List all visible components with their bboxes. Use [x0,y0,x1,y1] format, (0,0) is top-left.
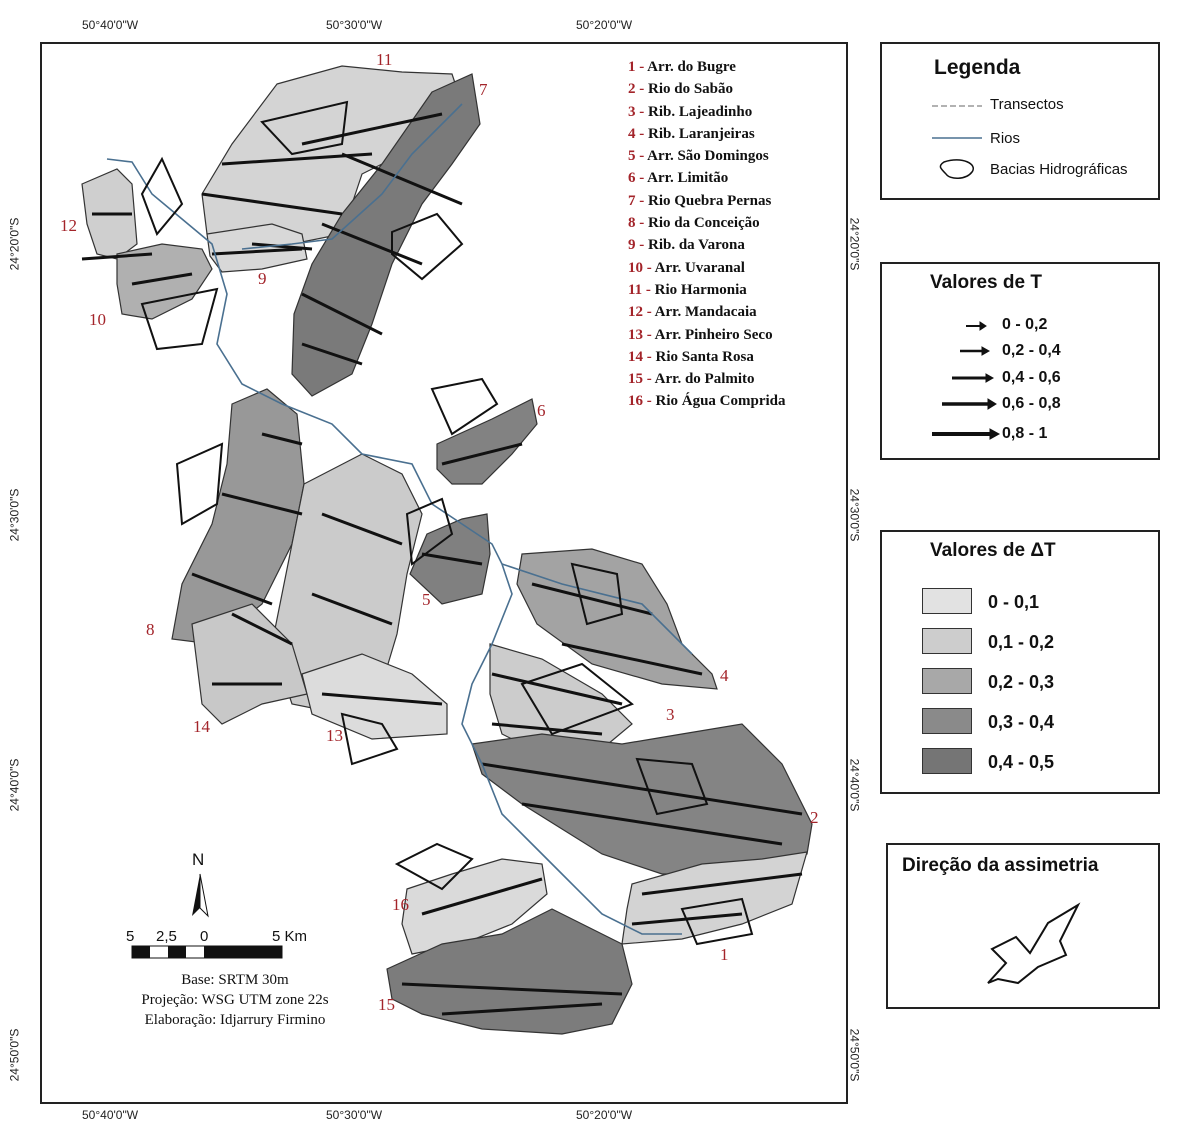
basin-label-2: 2 [810,808,819,827]
t-arrowhead-0 [980,322,986,330]
coord-right-3: 24°40'0"S [847,758,862,812]
basin-list-item [628,190,786,212]
basin-list-number: 6 - [628,170,648,187]
basin-list-name: Arr. Uvaranal [654,259,745,276]
basin-list-name: Rio Santa Rosa [655,348,754,365]
basin-list-name: Rio Água Comprida [655,393,786,410]
basin-list-number: 15 - [628,371,655,388]
basin-list-number: 10 - [628,259,655,276]
coord-left-4: 24°50'0"S [7,1028,22,1082]
north-label: N [192,850,205,869]
dt-swatch-3 [922,708,972,734]
basin-list-name: Arr. Mandacaia [654,304,757,321]
t-value-1: 0,2 - 0,4 [1002,342,1061,359]
basin-label-6: 6 [537,401,546,420]
base-info [130,970,340,1030]
basin-list-item [628,301,786,323]
basin-list-item [628,167,786,189]
basin-list-name: Rio Harmonia [654,281,747,298]
basin-list-number: 7 - [628,192,648,209]
basin-list-name: Arr. do Palmito [654,371,755,388]
dt-values-title: Valores de ΔT [930,540,1056,561]
basin-label-11: 11 [376,50,393,69]
basin-label-15: 15 [378,995,395,1014]
basin-13 [302,654,447,739]
legend-title: Legenda [934,56,1021,79]
dt-swatch-4 [922,748,972,774]
basin-list-number: 12 - [628,304,655,321]
basin-list-name: Rio Quebra Pernas [648,192,772,209]
scale-label-0: 5 [126,928,135,945]
basin-list-number: 14 - [628,348,656,365]
basin-list-item [628,234,786,256]
legend-item-basins: Bacias Hidrográficas [990,161,1128,178]
basin-symbol [940,160,973,178]
basin-list-number: 16 - [628,393,656,410]
dt-swatch-1 [922,628,972,654]
basin-2 [472,724,812,874]
coord-left-3: 24°40'0"S [7,758,22,812]
basin-list-item [628,123,786,145]
t-arrowhead-3 [988,399,996,409]
basin-label-14: 14 [193,717,210,736]
scale-label-3: 5 Km [272,928,308,945]
direction-panel [886,843,1160,1009]
base-info-line: Projeção: WSG UTM zone 22s [141,992,329,1008]
basin-label-8: 8 [146,620,155,639]
t-value-3: 0,6 - 0,8 [1002,395,1061,412]
scale-label-2: 0 [200,928,209,945]
coord-left-2: 24°30'0"S [7,488,22,542]
base-info-line: Base: SRTM 30m [181,972,289,988]
coord-top-1: 50°40'0"W [82,18,139,32]
legend-item-transects: Transectos [990,96,1064,113]
basin-list-number: 11 - [628,281,655,298]
coord-left-1: 24°20'0"S [7,217,22,271]
t-arrowhead-2 [986,374,993,382]
t-values-panel [880,262,1160,460]
basin-label-5: 5 [422,590,431,609]
basin-label-3: 3 [666,705,675,724]
basin-list-item [628,101,786,123]
north-arrow [192,874,208,916]
coord-right-2: 24°30'0"S [847,488,862,542]
t-value-2: 0,4 - 0,6 [1002,369,1061,386]
basin-label-13: 13 [326,726,343,745]
basin-label-10: 10 [89,310,106,329]
basin-list-name: Rib. da Varona [648,237,745,254]
t-value-4: 0,8 - 1 [1002,425,1048,442]
basin-list-item [628,257,786,279]
basin-list-number: 4 - [628,125,648,142]
basin-list-number: 2 - [628,81,648,98]
dt-value-2: 0,2 - 0,3 [988,672,1055,692]
basin-list-name: Arr. Pinheiro Seco [654,326,773,343]
basin-label-4: 4 [720,666,729,685]
basin-list-item [628,145,786,167]
t-values-title: Valores de T [930,272,1042,293]
basin-list-item [628,368,786,390]
direction-symbol [888,845,1162,1011]
legend-item-rivers: Rios [990,130,1021,147]
dt-values-panel [880,530,1160,794]
scale-bar [132,946,282,958]
basin-list-number: 8 - [628,215,648,232]
dt-value-0: 0 - 0,1 [988,592,1040,612]
basin-list-name: Rib. Laranjeiras [648,125,755,142]
basin-list-item [628,390,786,412]
basin-list-item [628,212,786,234]
dt-swatch-2 [922,668,972,694]
basin-list-item [628,78,786,100]
basin-list-name: Rib. Lajeadinho [648,103,753,120]
t-value-0: 0 - 0,2 [1002,316,1048,333]
coord-top-2: 50°30'0"W [326,18,383,32]
basin-label-1: 1 [720,945,729,964]
coord-top-3: 50°20'0"W [576,18,633,32]
basin-label-7: 7 [479,80,488,99]
basin-list-item [628,56,786,78]
basin-list-name: Arr. São Domingos [647,148,769,165]
dt-value-4: 0,4 - 0,5 [988,752,1055,772]
coord-right-1: 24°20'0"S [847,217,862,271]
t-arrowhead-1 [982,347,989,355]
legend-symbols [882,44,1162,202]
basin-list-item [628,324,786,346]
direction-title: Direção da assimetria [902,855,1099,876]
legend-panel [880,42,1160,200]
basin-list-number: 5 - [628,148,648,165]
basin-list [628,56,786,413]
coord-bottom-1: 50°40'0"W [82,1108,139,1122]
basin-list-number: 3 - [628,103,648,120]
basin-list-name: Rio da Conceição [648,215,760,232]
coord-right-4: 24°50'0"S [847,1028,862,1082]
basin-list-number: 9 - [628,237,648,254]
dt-value-3: 0,3 - 0,4 [988,712,1055,732]
basin-list-number: 1 - [628,59,648,75]
basin-list-name: Arr. Limitão [647,170,729,187]
coord-bottom-3: 50°20'0"W [576,1108,633,1122]
basin-list-name: Rio do Sabão [648,81,734,98]
dt-value-1: 0,1 - 0,2 [988,632,1055,652]
basin-list-name: Arr. do Bugre [647,59,736,75]
basin-label-16: 16 [392,895,409,914]
basin-list-item [628,279,786,301]
dt-swatch-0 [922,588,972,614]
base-info-line: Elaboração: Idjarrury Firmino [144,1012,326,1028]
basin-list-item [628,346,786,368]
t-arrowhead-4 [990,429,999,439]
scale-label-1: 2,5 [156,928,177,945]
asymmetry-arrow-icon [988,905,1078,983]
basin-list-number: 13 - [628,326,655,343]
basin-label-9: 9 [258,269,267,288]
basin-label-12: 12 [60,216,77,235]
coord-bottom-2: 50°30'0"W [326,1108,383,1122]
